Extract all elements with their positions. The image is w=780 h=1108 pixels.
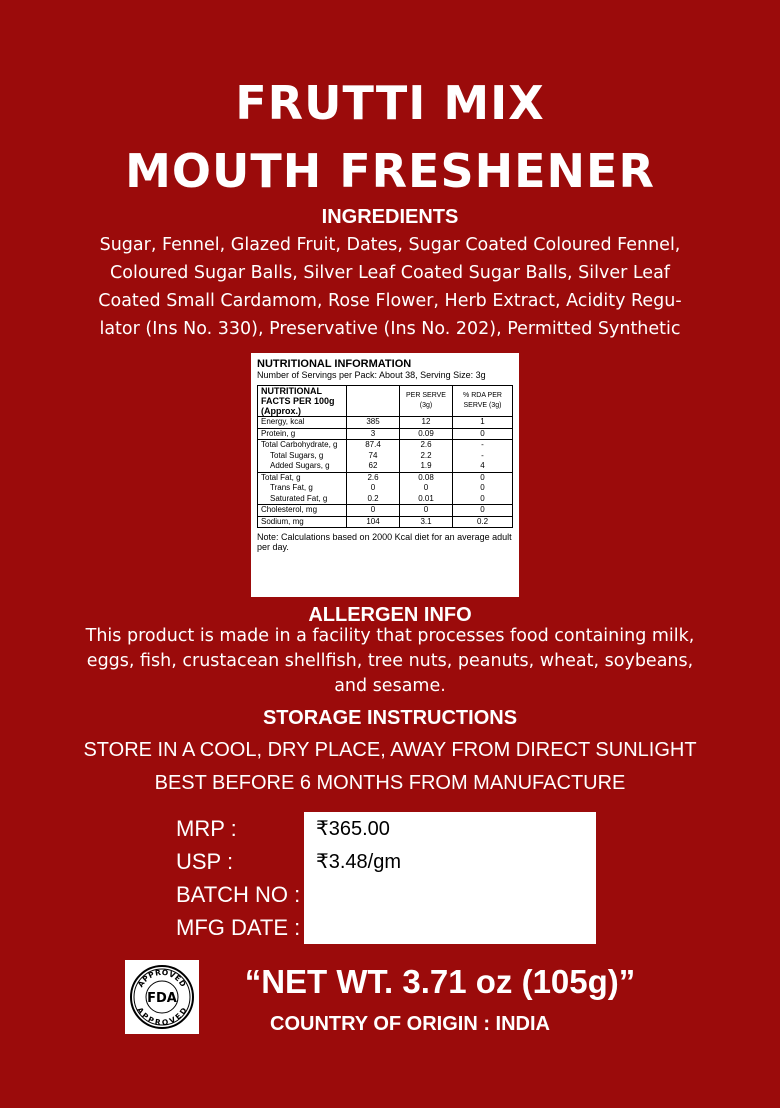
ingredients-heading: INGREDIENTS xyxy=(321,206,459,228)
table-row: Protein, g 3 0.09 0 xyxy=(258,428,513,440)
nutrition-title: NUTRITIONAL INFORMATION xyxy=(257,358,412,370)
storage-heading: STORAGE INSTRUCTIONS xyxy=(262,707,518,729)
ingredients-line: Coated Small Cardamom, Rose Flower, Herb Extract, Acidity Regu- xyxy=(98,291,682,311)
svg-text:APPROVED: APPROVED xyxy=(135,1005,189,1028)
price-box xyxy=(304,812,596,944)
table-row: Saturated Fat, g 0.2 0.01 0 xyxy=(258,494,513,505)
table-row: Total Carbohydrate, g 87.4 2.6 - xyxy=(258,440,513,451)
nutrition-note: Note: Calculations based on 2000 Kcal diet for an average adult per day. xyxy=(257,532,512,552)
nutrition-table xyxy=(257,385,513,528)
usp-value: ₹3.48/gm xyxy=(316,851,401,873)
nutrition-servings: Number of Servings per Pack: About 38, Serving Size: 3g xyxy=(257,370,486,380)
nutrition-col-header: NUTRITIONAL FACTS PER 100g (Approx.) xyxy=(258,386,347,417)
mrp-label: MRP : xyxy=(176,816,237,841)
svg-text:APPROVED: APPROVED xyxy=(135,967,189,989)
usp-label: USP : xyxy=(176,849,234,874)
nutrition-col-header: PER SERVE (3g) xyxy=(400,386,453,417)
net-weight: “NET WT. 3.71 oz (105g)” xyxy=(244,963,636,1000)
mfg-date-label: MFG DATE : xyxy=(176,915,301,940)
ingredients-line: Coloured Sugar Balls, Silver Leaf Coated Sugar Balls, Silver Leaf xyxy=(110,263,670,283)
table-row: Added Sugars, g 62 1.9 4 xyxy=(258,461,513,472)
svg-text:FDA: FDA xyxy=(147,991,177,1006)
product-title-line2: MOUTH FRESHENER xyxy=(125,144,655,198)
table-row: Total Sugars, g 74 2.2 - xyxy=(258,451,513,462)
table-row: Total Fat, g 2.6 0.08 0 xyxy=(258,472,513,483)
table-row: Cholesterol, mg 0 0 0 xyxy=(258,505,513,517)
allergen-line: and sesame. xyxy=(334,676,446,696)
storage-line: STORE IN A COOL, DRY PLACE, AWAY FROM DIRECT SUNLIGHT xyxy=(83,739,697,761)
batch-label: BATCH NO : xyxy=(176,882,301,907)
product-title-line1: FRUTTI MIX xyxy=(235,76,545,130)
ingredients-text xyxy=(30,231,750,343)
ingredients-line: Sugar, Fennel, Glazed Fruit, Dates, Sugar Coated Coloured Fennel, xyxy=(99,235,681,255)
table-row: Trans Fat, g 0 0 0 xyxy=(258,483,513,494)
allergen-text xyxy=(30,624,750,699)
nutrition-col-header: % RDA PER SERVE (3g) xyxy=(453,386,513,417)
allergen-heading: ALLERGEN INFO xyxy=(308,604,472,626)
ingredients-line: lator (Ins No. 330), Preservative (Ins No. 202), Permitted Synthetic xyxy=(99,319,681,339)
table-row: Sodium, mg 104 3.1 0.2 xyxy=(258,516,513,528)
allergen-line: This product is made in a facility that processes food containing milk, xyxy=(85,626,695,646)
nutrition-panel xyxy=(251,353,519,597)
allergen-line: eggs, fish, crustacean shellfish, tree nuts, peanuts, wheat, soybeans, xyxy=(86,651,694,671)
table-row: Energy, kcal 385 12 1 xyxy=(258,417,513,429)
country-of-origin: COUNTRY OF ORIGIN : INDIA xyxy=(270,1013,550,1035)
storage-line: BEST BEFORE 6 MONTHS FROM MANUFACTURE xyxy=(154,772,626,794)
fda-approved-icon xyxy=(125,960,199,1034)
mrp-value: ₹365.00 xyxy=(316,818,390,840)
